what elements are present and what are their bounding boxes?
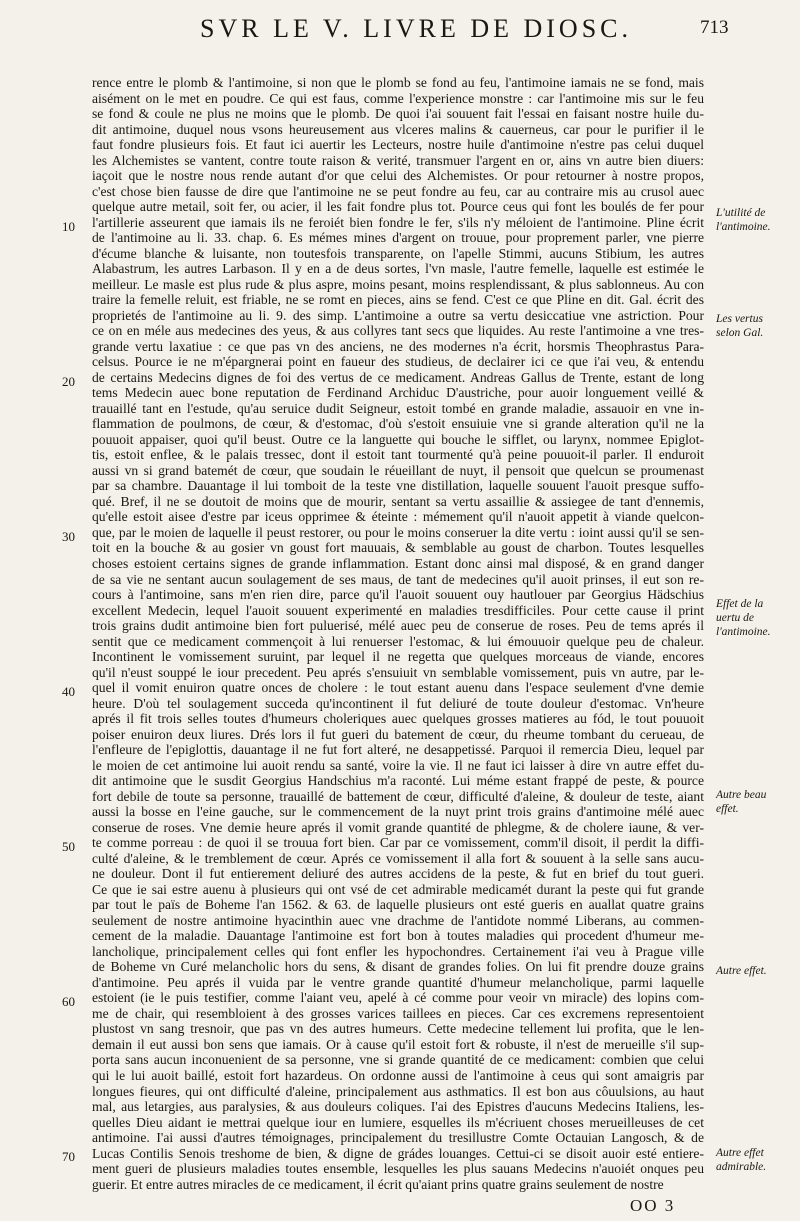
text-line: sentit que ce medicament commençoit à lui renuerser l'estomac, & lui émouuoir quelque peu de chaleur. [92, 633, 704, 649]
text-line: pouuoit appaiser, quoi qu'il beust. Outre ce la languette qui bouche le sifflet, ou larynx, nommee Epiglot- [92, 431, 704, 447]
line-number: 20 [62, 374, 75, 389]
text-line: quel il vomit enuiron quatre onces de cholere : le tout estant auenu dans l'espace seulement d'vne demie [92, 680, 704, 696]
text-line: mal, aus letargies, aus paralysies, & aus douleurs coliques. I'ai des Epistres d'aucuns Medecins Italiens, les- [92, 1099, 704, 1115]
text-line: plustost vn sang tresnoir, que pas vn des autres humeurs. Cette medecine tellement lui profita, que le len- [92, 1021, 704, 1037]
gathering-signature: OO 3 [630, 1196, 676, 1215]
text-line: quelque autre metail, soit fer, ou acier, il les fait fondre plus tot. Pource ceus qui font les boulés de fer pour [92, 199, 704, 215]
text-line: que, par le moien de laquelle il peust restorer, ou pour le moins conseruer la dite vertu : ioint aussi qu'il se sen- [92, 524, 704, 540]
text-line: guerir. Et entre autres miracles de ce medicament, il écrit qu'aiant prins quatre grains seulement de nostre [92, 1176, 664, 1192]
text-line: de sa vie ne sentant aucun soulagement de ses maus, de tant de medecines qu'il auoit prinses, il eut son re- [92, 571, 704, 587]
margin-note: Autre effet admirable. [716, 1147, 767, 1173]
line-number: 50 [62, 839, 75, 854]
text-line: tis, estoit enflee, & le palais tressec, dont il estoit tant tourmenté qu'à peine pouuoit-il parler. Il enduroit [92, 447, 704, 463]
margin-note: Autre effet. [716, 965, 767, 977]
text-line: trauaillé tant en l'estude, qu'au seruice dudit Seigneur, estoit tombé en grande maladie, assauoir en vne in- [92, 400, 704, 416]
margin-note: Effet de la uertu de l'antimoine. [716, 598, 771, 638]
text-line: heure. D'où tel soulagement succeda qu'incontinent il fut deliuré de toute douleur d'estomac. Vn'heure [92, 695, 704, 711]
text-line: antimoine. I'ai aussi d'autres témoignages, principalement du tresillustre Comte Octauian Langosch, & de [92, 1130, 704, 1146]
text-line: meilleur. Le masle est plus rude & plus aspre, moins pesant, moins resplendissant, & plus sablonneus. Au con [92, 276, 704, 292]
line-number-column [62, 0, 88, 1221]
line-number: 40 [62, 684, 75, 699]
text-line: par tout le païs de Boheme l'an 1562. & 63. de laquelle plusieurs ont esté gueris en auallat quatre grains [92, 897, 704, 913]
line-number: 60 [62, 994, 75, 1009]
margin-note: Les vertus selon Gal. [716, 313, 764, 339]
text-line: tems Medecin auec bone reputation de Ferdinand Archiduc D'austriche, pour auoir longuement veillé & [92, 385, 704, 401]
text-line: iaçoit que le nostre nous rende autant d'or que celui des Alchemistes. Or pour retourner à nostre propos, [92, 168, 704, 184]
text-line: Lucas Contilis Senois treshome de bien, & digne de grádes louanges. Cettui-ci se disoit auoir esté entiere- [92, 1145, 704, 1161]
line-number: 30 [62, 529, 75, 544]
text-line: le moien de cet antimoine lui auoit rendu sa santé, voire la vie. Il ne faut ici laisser à dire vn autre effet du- [92, 757, 704, 773]
text-line: faut fondre plusieurs fois. Et faut ici auertir les Lecteurs, nostre huile d'antimoine n'estre pas celui duquel [92, 137, 704, 153]
text-line: de certains Medecins dignes de foi des vertus de ce medicament. Andreas Gallus de Trente, estant de long [92, 369, 704, 385]
text-line: toit en la bouche & au gosier vn goust fort mauuais, & semblable au goust de charbon. Toutes lesquelles [92, 540, 704, 556]
text-line: qu'il n'eust souppé le iour precedent. Peu aprés s'ensuiuit vn semblable vomissement, puis vn autre, par le- [92, 664, 704, 680]
margin-note: L'utilité de l'antimoine. [716, 207, 771, 233]
text-line: culté d'aleine, & le tremblement de cœur. Aprés ce vomissement il alla fort & souuent à la selle sans aucu- [92, 850, 704, 866]
text-line: quelles Dieu aidant ie mettrai quelque iour en lumiere, esquelles ils m'écriuent choses merueilleuses de cet [92, 1114, 704, 1130]
text-line: Incontinent le vomissement suruint, par lequel il ne regetta que quelques morceaus de viande, encores [92, 649, 704, 665]
page-number: 713 [700, 17, 729, 38]
text-line: qui le lui auoit baillé, estoit fort hazardeus. On ordonne aussi de l'antimoine à ceus qui sont amaigris par [92, 1068, 704, 1083]
text-line: seulement de nostre antimoine hyacinthin auec vne drachme de l'antidote nommé Liberans, au commen- [92, 912, 704, 928]
text-line: cours à l'antimoine, sans m'en rien dire, parce qu'il l'auoit souuent ouy hautlouer par Georgius Hädschius [92, 587, 704, 603]
line-number: 70 [62, 1149, 75, 1164]
text-line: les Alchemistes se vantent, contre toute raison & verité, transmuer l'argent en or, ains vn autre bien diuers: [92, 152, 704, 168]
text-line: Alabastrum, les autres Larbason. Il y en a de deus sortes, l'vn masle, l'autre femelle, laquelle est estimée le [92, 261, 704, 277]
text-line: estoient (ie le puis testifier, comme l'aiant veu, apelé à cé comme pour veoir vn miracle) des lopins com- [92, 990, 704, 1006]
text-line: celsus. Pource ie ne m'épargnerai point en faueur des studieus, de declairer ici ce que i'ai veu, & entendu [92, 354, 704, 370]
text-line: c'est chose bien fausse de dire que l'antimoine ne se peut fondre au feu, car au contraire mis au crusol auec [92, 183, 704, 199]
running-title: SVR LE V. LIVRE DE DIOSC. [200, 14, 633, 43]
text-line: fort debile de toute sa personne, trauaillé de battement de cœur, difficulté d'aleine, & douleur de teste, aiant [92, 788, 704, 804]
text-line: conserue de roses. Vne demie heure aprés il vomit grande quantité de phlegme, & de cholere iaune, & ver- [92, 819, 704, 835]
text-line: rence entre le plomb & l'antimoine, si non que le plomb se fond au feu, l'antimoine iamais ne se fond, mais [92, 75, 704, 90]
text-line: qué. Bref, il ne se doutoit de moins que de mourir, sentant sa vertu assaillie & assiegee de tant d'ennemis, [92, 493, 704, 509]
text-line: trois grains dudit antimoine bien fort puluerisé, mélé auec peu de conserue de roses. Peu de tems aprés il [92, 618, 704, 634]
margin-note: Autre beau effet. [716, 789, 767, 815]
text-line: de l'antimoine au li. 33. chap. 6. Es mémes mines d'argent on trouue, pour proprement parler, vne pierre [92, 230, 704, 246]
line-number: 10 [62, 219, 75, 234]
text-line: proprietés de l'antimoine au li. 9. des simp. L'antimoine a outre sa vertu desiccatiue vne astriction. Pour [92, 307, 704, 323]
text-line: flammation de poulmons, de cœur, & d'estomac, d'où s'estoit ensuiuie vne si grande alteration qu'il ne la [92, 416, 704, 432]
text-line: qu'elle estoit aisee d'estre par iceus opprimee & éteinte : mémement qu'il n'auoit appetit à viande quelcon- [92, 509, 704, 525]
main-text-block [92, 75, 707, 1192]
text-line: demain il eut aussi bon sens que iamais. Or à cause qu'il estoit fort & robuste, il n'est de merueille s'il sup- [92, 1036, 704, 1052]
text-line: aussi vn si grand batemét de cœur, que soudain le réueillant de nuyt, il pensoit que quelcun se proumenast [92, 462, 704, 478]
text-line: dit antimoine que le susdit Georgius Handschius m'a raconté. Lui méme estant frappé de peste, & pource [92, 773, 704, 789]
margin-notes [716, 0, 798, 1221]
text-line: d'antimoine. Peu aprés il vuida par le ventre grande quantité d'humeur melancholique, parmi laquelle [92, 974, 704, 990]
text-line: de Boheme vn Curé melancholic hors du sens, & disant de grandes folies. On lui fit prendre douze grains [92, 959, 704, 975]
text-line: aisément on le met en poudre. Ce qui est faus, comme l'experience monstre : car l'antimoine mis sur le feu [92, 90, 704, 106]
text-line: par sa chambre. Dauantage il lui tomboit de la teste vne distillation, laquelle souuent l'auoit presque suffo- [92, 478, 704, 494]
text-line: excellent Medecin, lequel l'auoit souuent experimenté en maladies tresdifficiles. Pour cette cause il print [92, 602, 704, 618]
text-line: ce on en méle aus medecines des yeus, & aus collyres tant secs que liquides. Au reste l'antimoine a vne tres- [92, 323, 704, 339]
text-line: poiser enuiron deux liures. Drés lors il fut gueri du batement de cœur, du rheume tombant du cerueau, de [92, 726, 704, 742]
text-line: traire la femelle reluit, est friable, ne se romt en pieces, ains se fend. C'est ce que Pline en dit. Gal. écrit des [92, 292, 704, 308]
text-line: Ce que ie sai estre auenu à plusieurs qui ont vsé de cet admirable medicamét durant la peste qui fut grande [92, 881, 704, 897]
text-line: ne douleur. Dont il fut entierement deliuré des autres accidens de la peste, & fut en brief du tout gueri. [92, 866, 704, 882]
text-line: d'écume blanche & luisante, non toutesfois transparente, on l'apelle Stimmi, aucuns Stibium, les autres [92, 245, 704, 261]
text-line: choses estoient certains signes de grande inflammation. Estant donc ainsi mal disposé, & en grand danger [92, 555, 704, 571]
text-line: grande vertu laxatiue : ce que pas vn des anciens, ne des modernes n'a écrit, horsmis Theophrastus Para- [92, 338, 704, 354]
text-line: porta sans aucun inconuenient de sa personne, vne si grande quantité de ce medicament: combien que celui [92, 1052, 704, 1068]
text-line: l'enfleure de l'epiglottis, dauantage il ne fut fort alteré, ne desappetissé. Parquoi il remercia Dieu, lequel par [92, 742, 704, 758]
text-line: l'artillerie asseurent que iamais ils ne feroiét bien fondre le fer, s'ils n'y méloient de l'antimoine. Pline écrit [92, 214, 704, 230]
text-line: ment gueri de plusieurs maladies toutes ensemble, lesquelles les plus sauans Medecins n'auoiét onques peu [92, 1161, 704, 1177]
text-line: se fond & coule ne plus ne moins que le plomb. De quoi i'ai souuent fait l'essai en faisant nostre huile du- [92, 106, 704, 122]
text-line: dit antimoine, duquel nous vsons heureusement aus vlceres malins & cauerneus, car pour le purifier il le [92, 121, 704, 137]
text-line: te comme porreau : de quoi il se trouua fort bien. Car par ce vomissement, comm'il disoit, il perdit la diffi- [92, 835, 704, 851]
text-line: me de chair, qui resembloient à des grosses varices taillees en pieces. Car ces excremens representoient [92, 1005, 704, 1021]
text-line: cement de la maladie. Dauantage l'antimoine est fort bon à toutes maladies qui procedent d'humeur me- [92, 928, 704, 944]
text-line: lancholique, principalement celles qui font enfler les hypochondres. Certainement i'ai veu à Prague ville [92, 943, 704, 959]
text-line: longues fieures, qui ont difficulté d'aleine, principalement aus asthmatics. Il est bon aus côuulsions, au haut [92, 1083, 704, 1099]
text-line: aprés il fit trois selles toutes d'humeurs choleriques auec quelques grosses matieres au fód, le tout pouuoit [92, 711, 704, 727]
text-line: aussi la bosse en l'eine gauche, sur le commencement de la nuyt print trois grains d'antimoine mélé auec [92, 804, 704, 820]
